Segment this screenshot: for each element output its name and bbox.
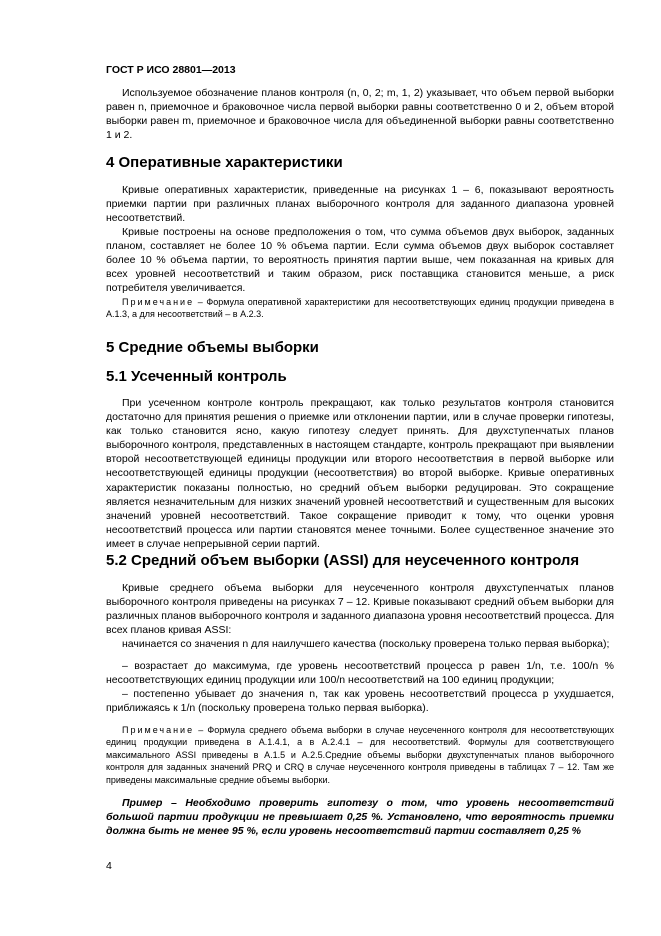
- section-4-paragraph-2: Кривые построены на основе предположения о том, что сумма объемов двух выборок, заданных планом, составляет не более 10 % объема партии. Если сумма объемов двух выборок составляет более 10 % объема партии, то вероятность принятия партии выше, чем показанная на кривых для всех уровней несоответствий и таким образом, риск поставщика становится меньше, а риск потребителя увеличивается.: [106, 226, 614, 295]
- section-5-title: 5 Средние объемы выборки: [106, 339, 319, 356]
- section-4-paragraph-1: Кривые оперативных характеристик, приведенные на рисунках 1 – 6, показывают вероятность приемки партии при различных планах выборочного контроля для заданного диапазона уровней несоответствий.: [106, 184, 614, 225]
- section-5-2-title: 5.2 Средний объем выборки (ASSI) для неусеченного контроля: [106, 552, 580, 569]
- note-label: Примечание: [122, 297, 195, 307]
- assi-bullet-1: начинается со значения n для наилучшего качества (поскольку проверена только первая выборка);: [122, 638, 610, 650]
- section-5-1-title: 5.1 Усеченный контроль: [106, 368, 287, 385]
- document-header: ГОСТ Р ИСО 28801—2013: [106, 64, 236, 76]
- note-text: – Формула среднего объема выборки в случае неусеченного контроля для несоответствующих единиц продукции приведена в А.1.4.1, а в А.2.4.1 – для несоответствий. Формулы для соответствующего максимального ASSI приведены в А.1.5 и А.2.5.Средние объемы выборки двухступенчатых планов выборочного контроля для заданных значений PRQ и CRQ в случае неусеченного контроля приведены в таблицах 7 – 12. Там же приведены максимальные средние объемы выборки.: [106, 725, 614, 785]
- section-5-2-paragraph: Кривые среднего объема выборки для неусеченного контроля двухступенчатых планов выборочного контроля приведены на рисунках 7 – 12. Кривые показывают средний объем выборки для различных планов выборочного контроля и заданного диапазона уровня несоответствий процесса. Для всех планов кривая ASSI:: [106, 582, 614, 637]
- intro-paragraph: Используемое обозначение планов контроля (n, 0, 2; m, 1, 2) указывает, что объем первой выборки равен n, приемочное и браковочное числа первой выборки равны соответственно 0 и 2, объем второй выборки равен m, приемочное и браковочное числа для объединенной выборки равны соответственно 1 и 2.: [106, 87, 614, 142]
- assi-bullet-3: – постепенно убывает до значения n, так как уровень несоответствий процесса p ухудшается, приближаясь к 1/n (поскольку проверена только первая выборка).: [106, 688, 614, 715]
- section-4-note: [106, 296, 614, 321]
- assi-bullet-2: – возрастает до максимума, где уровень несоответствий процесса p равен 1/n, т.е. 100/n % несоответствующих единиц продукции или 100/n несоответствий на 100 единиц продукции;: [106, 660, 614, 687]
- section-5-1-paragraph: При усеченном контроле контроль прекращают, как только результатов контроля становится достаточно для принятия решения о приемке или отклонении партии, или в случае проверки гипотезы, как только становится ясно, какую гипотезу следует принять. Для двухступенчатых планов выборочного контроля, представленных в настоящем стандарте, контроль прекращают при выявлении второй несоответствующей единицы продукции или второго несоответствия в первой выборке или несоответствующей единицы продукции (несоответствия) во второй выборке. Кривые оперативных характеристик показаны полностью, но средний объем выборки редуцирован. Это сокращение является незначительным для низких значений уровней несоответствий и существенным для высоких значений уровней несоответствий. Такое сокращение приводит к тому, что оценки уровня несоответствий процесса или партии становятся менее точными. Более существенное значение это имеет в случае непрерывной серии партий.: [106, 397, 614, 550]
- note-label: Примечание: [122, 725, 195, 735]
- example-paragraph: Пример – Необходимо проверить гипотезу о том, что уровень несоответствий большой партии продукции не превышает 0,25 %. Установлено, что вероятность приемки должна быть не менее 95 %, если уровень несоответствий партии составляет 0,25 %: [106, 797, 614, 838]
- note-text: – Формула оперативной характеристики для несоответствующих единиц продукции приведена в А.1.3, а для несоответствий – в А.2.3.: [106, 297, 614, 320]
- section-4-title: 4 Оперативные характеристики: [106, 154, 343, 171]
- section-5-2-note: [106, 724, 614, 786]
- page-number: 4: [106, 860, 112, 872]
